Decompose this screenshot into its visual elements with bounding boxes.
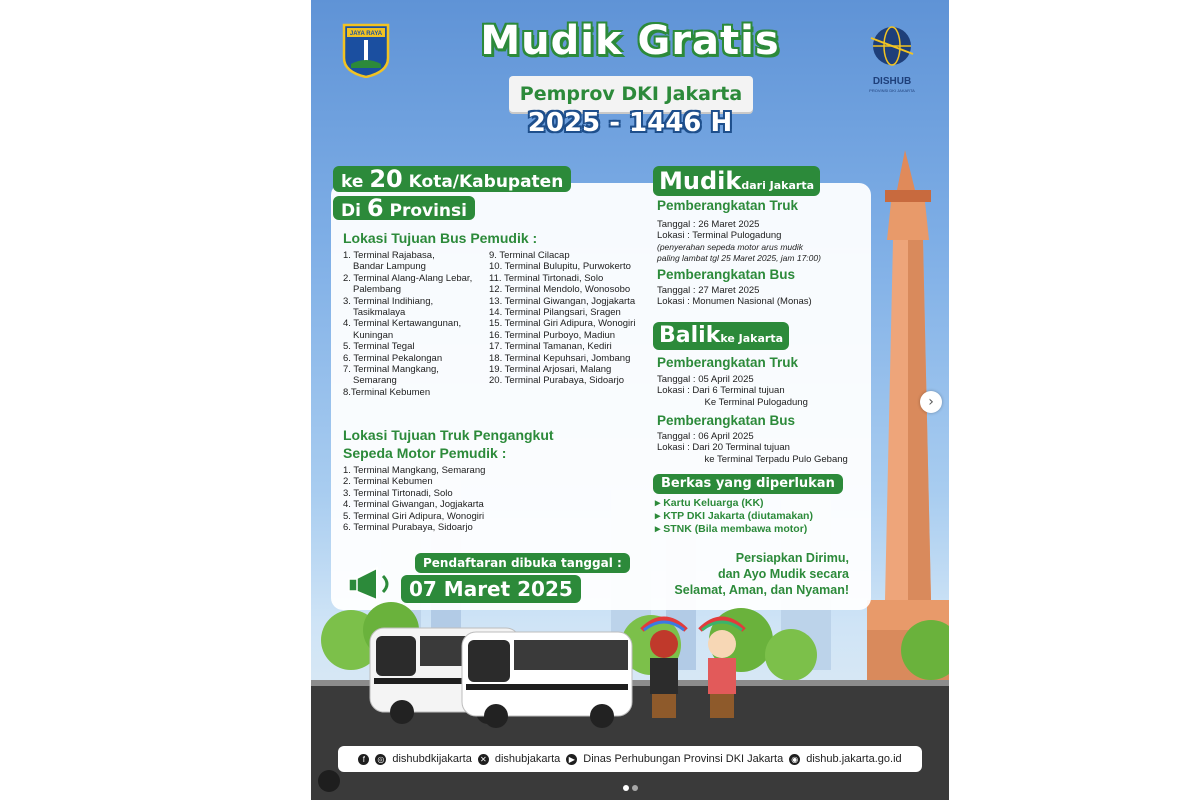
balik-suffix: ke Jakarta — [720, 332, 783, 345]
truck-dest-heading — [343, 426, 554, 462]
list-item: 4. Terminal Giwangan, Jogjakarta — [343, 499, 484, 511]
truck-dest-heading-2: Sepeda Motor Pemudik : — [343, 445, 507, 461]
facebook-icon: f — [358, 754, 369, 765]
registration-label: Pendaftaran dibuka tanggal : — [415, 553, 630, 573]
instagram-account-icon[interactable] — [318, 770, 340, 792]
social-footer — [338, 746, 922, 772]
reach-line-2 — [333, 196, 475, 220]
mudik-truck-heading: Pemberangkatan Truk — [657, 198, 799, 213]
mudik-header — [653, 166, 820, 196]
poster-subtitle: Pemprov DKI Jakarta — [519, 83, 743, 105]
list-item: 6. Terminal Purabaya, Sidoarjo — [343, 522, 473, 534]
footer-x: dishubjakarta — [494, 753, 561, 765]
truck-dest-heading-1: Lokasi Tujuan Truk Pengangkut — [343, 427, 554, 443]
closing-message — [671, 550, 849, 598]
list-item: 7. Terminal Mangkang, — [343, 364, 439, 376]
youtube-icon: ▶ — [566, 754, 577, 765]
detail-line: Tanggal : 26 Maret 2025 — [657, 219, 760, 230]
closing-line: Selamat, Aman, dan Nyaman! — [674, 583, 849, 597]
balik-truck-heading: Pemberangkatan Truk — [657, 355, 799, 370]
list-item: 15. Terminal Giri Adipura, Wonogiri — [489, 318, 636, 330]
ondel-ondel-illustration — [636, 612, 756, 722]
list-item: 3. Terminal Indihiang, — [343, 295, 434, 307]
list-item: Bandar Lampung — [353, 261, 426, 273]
reach-pre-1: ke — [341, 172, 364, 192]
list-item: 13. Terminal Giwangan, Jogjakarta — [489, 295, 636, 307]
buses-illustration — [366, 618, 636, 730]
registration-date: 07 Maret 2025 — [401, 575, 581, 603]
bus-dest-col-1 — [343, 250, 493, 398]
list-item: ▸ KTP DKI Jakarta (diutamakan) — [655, 510, 813, 522]
carousel-dot[interactable] — [632, 785, 638, 791]
carousel-next-button[interactable]: › — [920, 391, 942, 413]
list-item: Kuningan — [353, 329, 394, 341]
list-item: 17. Terminal Tamanan, Kediri — [489, 341, 612, 353]
balik-truck-details — [657, 374, 877, 408]
list-item: ▸ STNK (Bila membawa motor) — [655, 523, 808, 535]
list-item: 9. Terminal Cilacap — [489, 250, 570, 261]
docs-list — [655, 497, 813, 536]
balik-header — [653, 322, 789, 350]
poster-title: Mudik Gratis — [480, 18, 780, 64]
detail-note: paling lambat tgl 25 Maret 2025, jam 17:00) — [657, 253, 821, 264]
list-item: 8.Terminal Kebumen — [343, 386, 431, 398]
closing-line: dan Ayo Mudik secara — [717, 567, 849, 581]
dishub-logo-name: DISHUB — [872, 76, 912, 87]
detail-line: Lokasi : Monumen Nasional (Monas) — [657, 296, 812, 308]
list-item: 2. Terminal Alang-Alang Lebar, — [343, 272, 473, 284]
mudik-bus-heading: Pemberangkatan Bus — [657, 267, 796, 282]
subtitle-ribbon — [509, 76, 753, 112]
balik-bus-details — [657, 431, 877, 465]
list-item: 11. Terminal Tirtonadi, Solo — [489, 272, 604, 284]
list-item: 18. Terminal Kepuhsari, Jombang — [489, 352, 631, 364]
reach-num-1: 20 — [369, 165, 403, 193]
list-item: 12. Terminal Mendolo, Wonosobo — [489, 284, 631, 296]
jakarta-emblem-icon — [341, 22, 391, 78]
detail-line: Tanggal : 06 April 2025 — [657, 431, 754, 442]
list-item: Palembang — [353, 284, 402, 296]
list-item: Semarang — [353, 375, 397, 387]
dishub-globe-icon — [867, 24, 917, 68]
bus-dest-col-2 — [489, 250, 649, 387]
detail-line: ke Terminal Terpadu Pulo Gebang — [657, 453, 848, 465]
mudik-word: Mudik — [659, 167, 742, 195]
jakarta-emblem-caption: JAYA RAYA — [349, 31, 383, 37]
footer-yt: Dinas Perhubungan Provinsi DKI Jakarta — [583, 753, 784, 765]
reach-pre-2: Di — [341, 201, 361, 221]
carousel-dot-active[interactable] — [623, 785, 629, 791]
detail-line: Tanggal : 27 Maret 2025 — [657, 285, 760, 296]
mudik-bus-details — [657, 285, 877, 308]
list-item: 10. Terminal Bulupitu, Purwokerto — [489, 261, 631, 273]
dishub-logo-sub: PROVINSI DKI JAKARTA — [869, 88, 915, 93]
list-item: 1. Terminal Mangkang, Semarang — [343, 465, 486, 476]
balik-bus-heading: Pemberangkatan Bus — [657, 413, 796, 428]
x-icon: ✕ — [478, 754, 489, 765]
footer-fb-ig: dishubdkijakarta — [392, 753, 472, 765]
mudik-suffix: dari Jakarta — [741, 179, 815, 192]
list-item: 16. Terminal Purboyo, Madiun — [489, 329, 616, 341]
list-item: 20. Terminal Purabaya, Sidoarjo — [489, 375, 625, 387]
reach-post-1: Kota/Kabupaten — [408, 172, 564, 192]
list-item: 2. Terminal Kebumen — [343, 476, 433, 488]
detail-line: Lokasi : Dari 6 Terminal tujuan — [657, 385, 785, 397]
bus-dest-heading: Lokasi Tujuan Bus Pemudik : — [343, 230, 538, 246]
poster-image — [311, 0, 949, 800]
mudik-truck-details — [657, 219, 877, 265]
list-item: 5. Terminal Tegal — [343, 341, 415, 353]
list-item: 6. Terminal Pekalongan — [343, 352, 443, 364]
list-item: 5. Terminal Giri Adipura, Wonogiri — [343, 510, 485, 522]
docs-heading: Berkas yang diperlukan — [653, 474, 843, 494]
list-item: 1. Terminal Rajabasa, — [343, 250, 435, 261]
list-item: 3. Terminal Tirtonadi, Solo — [343, 487, 453, 499]
list-item: 19. Terminal Arjosari, Malang — [489, 364, 612, 376]
list-item: ▸ Kartu Keluarga (KK) — [655, 497, 764, 509]
list-item: 14. Terminal Pilangsari, Sragen — [489, 307, 621, 319]
detail-line: Lokasi : Dari 20 Terminal tujuan — [657, 442, 790, 454]
truck-dest-list — [343, 465, 543, 533]
list-item: Tasikmalaya — [353, 307, 406, 319]
detail-note: (penyerahan sepeda motor arus mudik — [657, 241, 803, 252]
reach-line-1 — [333, 166, 571, 192]
web-icon: ◉ — [789, 754, 800, 765]
balik-word: Balik — [659, 323, 721, 348]
detail-line: Ke Terminal Pulogadung — [657, 396, 808, 408]
detail-line: Tanggal : 05 April 2025 — [657, 374, 754, 385]
poster-year: 2025 - 1446 H — [527, 108, 733, 138]
reach-post-2: Provinsi — [389, 201, 467, 221]
reach-num-2: 6 — [366, 194, 384, 222]
instagram-icon: ◎ — [375, 754, 386, 765]
closing-line: Persiapkan Dirimu, — [735, 551, 849, 565]
list-item: 4. Terminal Kertawangunan, — [343, 318, 462, 330]
detail-line: Lokasi : Terminal Pulogadung — [657, 230, 782, 242]
footer-web: dishub.jakarta.go.id — [806, 753, 902, 765]
